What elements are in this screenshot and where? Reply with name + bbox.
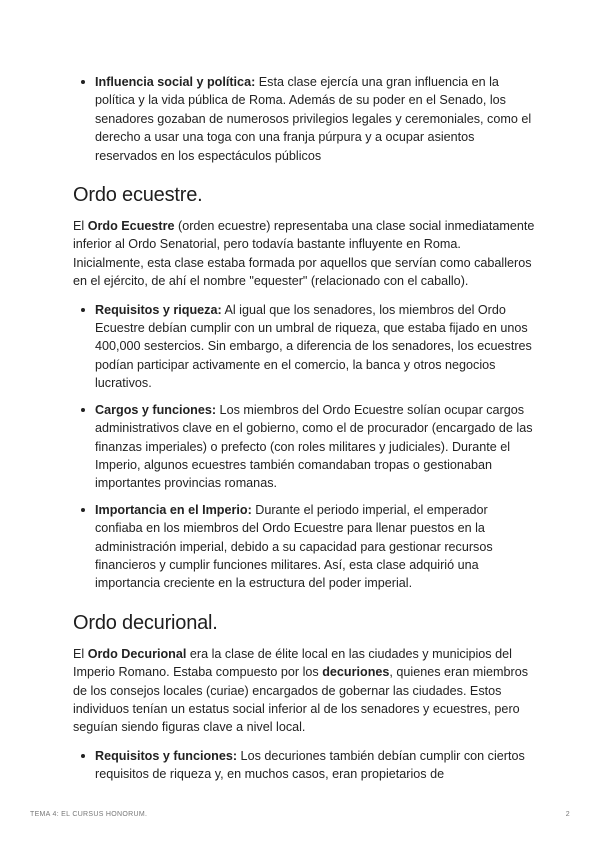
bullet-text: Durante el periodo imperial, el emperador confiaba en los miembros del Ordo Ecuestre para llenar puestos en la administración imperial, debido a su capacidad para gestionar recursos financieros y cumplir funciones militares. Así, esta clase adquirió una importancia creciente en la estructura del poder imperial. bbox=[95, 502, 493, 591]
ecuestre-bullet-list bbox=[73, 301, 535, 593]
decurional-bullet-list bbox=[73, 747, 535, 784]
bullet-label: Influencia social y política: bbox=[95, 75, 256, 89]
list-item bbox=[73, 401, 535, 493]
senatorial-bullet-list bbox=[73, 73, 535, 165]
list-item bbox=[73, 501, 535, 593]
text-run: era la clase de élite local en las ciudades y municipios del Imperio Romano. Estaba compuesto por los bbox=[73, 646, 512, 680]
page-content bbox=[73, 73, 535, 792]
footer-title: TEMA 4: EL CURSUS HONORUM. bbox=[30, 811, 148, 818]
page-number: 2 bbox=[565, 811, 570, 818]
text-run: (orden ecuestre) representaba una clase social inmediatamente inferior al Ordo Senatorial, pero todavía bastante influyente en Roma. Inicialmente, esta clase estaba formada por aquellos que servían como caballeros en el ejército, de ahí el nombre "equester" (relacionado con el caballo). bbox=[73, 219, 535, 289]
bullet-text: Los miembros del Ordo Ecuestre solían ocupar cargos administrativos clave en el gobierno, como el de procurador (encargado de las finanzas imperiales) o prefecto (con roles militares y judiciales). Durante el Imperio, algunos ecuestres también comandaban tropas o gestionaban importantes provincias romanas. bbox=[95, 402, 533, 491]
text-run: , quienes eran miembros de los consejos locales (curiae) encargados de gobernar las ciudades. Estos individuos tenían un estatus social inferior al de los senadores y ecuestres, pero seguían siendo figuras clave a nivel local. bbox=[73, 665, 528, 735]
text-run: El bbox=[73, 646, 88, 661]
paragraph-decurional-intro bbox=[73, 645, 535, 737]
section-heading-ecuestre: Ordo ecuestre. bbox=[73, 184, 203, 207]
text-run: El bbox=[73, 219, 88, 234]
list-item bbox=[73, 301, 535, 393]
list-item bbox=[73, 747, 535, 784]
bold-term: decuriones bbox=[322, 665, 390, 680]
list-item bbox=[73, 73, 535, 165]
paragraph-ecuestre-intro bbox=[73, 217, 535, 291]
bullet-label: Requisitos y funciones: bbox=[95, 748, 238, 763]
bullet-label: Cargos y funciones: bbox=[95, 402, 217, 417]
bold-term: Ordo Decurional bbox=[87, 646, 187, 661]
page-footer bbox=[30, 811, 570, 818]
bullet-label: Requisitos y riqueza: bbox=[95, 302, 222, 317]
bullet-text: Al igual que los senadores, los miembros del Ordo Ecuestre debían cumplir con un umbral de riqueza, que estaba fijado en unos 400,000 sestercios. Sin embargo, a diferencia de los senadores, los ecuestres podían participar activamente en el comercio, la banca y otros negocios lucrativos. bbox=[95, 302, 532, 391]
section-heading-decurional: Ordo decurional. bbox=[73, 611, 218, 634]
bold-term: Ordo Ecuestre bbox=[87, 219, 175, 234]
bullet-text: Esta clase ejercía una gran influencia en la política y la vida pública de Roma. Además de su poder en el Senado, los senadores gozaban de numerosos privilegios legales y ceremoniales, como el derecho a usar una toga con una franja púrpura y a ocupar asientos reservados en los espectáculos públicos bbox=[95, 75, 532, 163]
bullet-text: Los decuriones también debían cumplir con ciertos requisitos de riqueza y, en muchos casos, eran propietarios de bbox=[95, 748, 525, 782]
bullet-label: Importancia en el Imperio: bbox=[95, 502, 252, 517]
